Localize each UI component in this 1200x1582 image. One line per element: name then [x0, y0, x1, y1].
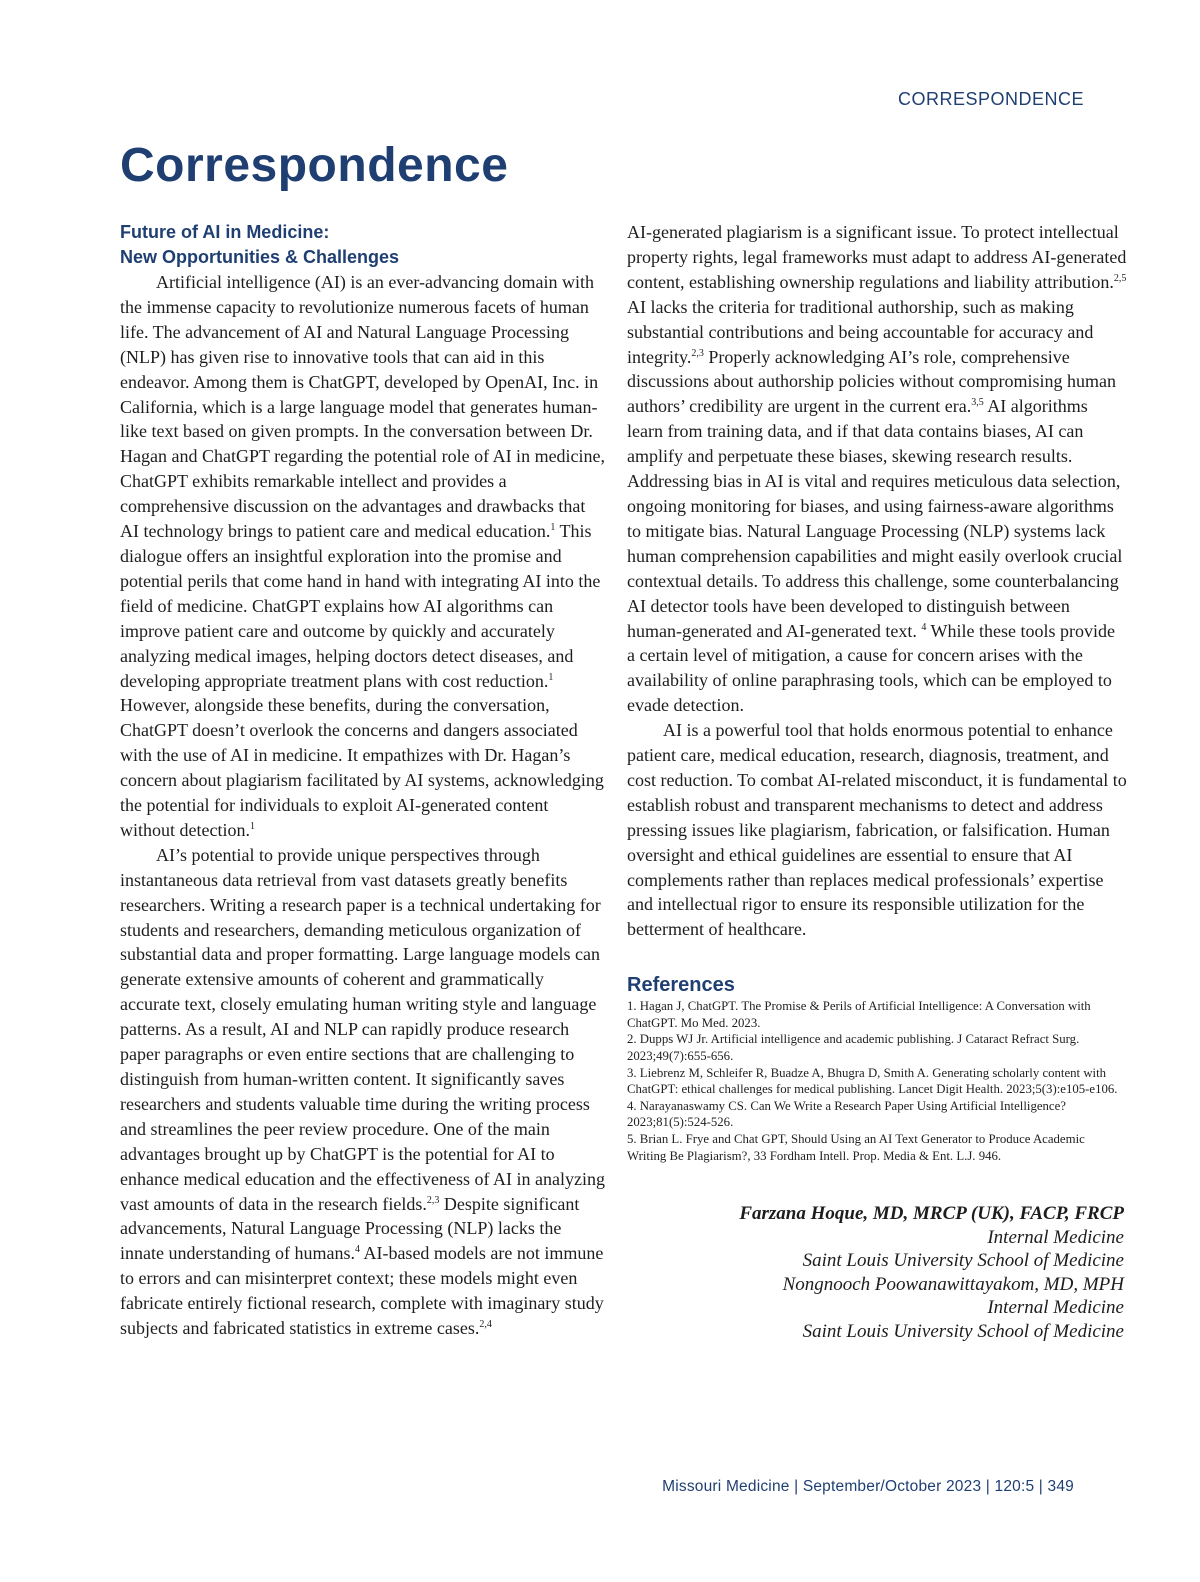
- article-title-line1: Future of AI in Medicine:: [120, 222, 330, 242]
- p2-text-a: AI’s potential to provide unique perspectives through instantaneous data retrieval from vast datasets greatly benefits researchers. Writing a research paper is a technical undertaking for students and researchers, demanding meticulous organization of substantial data and proper formatting. Large language models can generate extensive amounts of coherent and grammatically accurate text, closely emulating human writing style and language patterns. As a result, AI and NLP can rapidly produce research paper paragraphs or even entire sections that are challenging to distinguish from human-written content. It significantly saves researchers and students valuable time during the writing process and streamlines the peer review procedure. One of the main advantages brought up by ChatGPT is the potential for AI to enhance medical education and the effectiveness of AI in analyzing vast amounts of data in the research fields.: [120, 844, 605, 1214]
- p1-text-c: However, alongside these benefits, during the conversation, ChatGPT doesn’t overlook the concerns and dangers associated with the use of AI in medicine. It empathizes with Dr. Hagan’s concern about plagiarism facilitated by AI systems, acknowledging the potential for individuals to exploit AI-generated content without detection.: [120, 695, 604, 840]
- author-department-2: Internal Medicine: [987, 1297, 1124, 1319]
- section-tag: CORRESPONDENCE: [897, 89, 1084, 109]
- author-name-2: Nongnooch Poowanawittayakom, MD, MPH: [782, 1273, 1124, 1295]
- paragraph-3: [627, 220, 1127, 718]
- paragraph-2: [120, 843, 606, 1341]
- p3-text-d: AI algorithms learn from training data, and if that data contains biases, AI can amplify and perpetuate these biases, skewing research results. Addressing bias in AI is vital and requires meticulous data selection, ongoing monitoring for biases, and using fairness-aware algorithms to mitigate bias. Natural Language Processing (NLP) systems lack human comprehension capabilities and might easily overlook crucial contextual details. To address this challenge, some counterbalancing AI detector tools have been developed to distinguish between human-generated and AI-generated text.: [627, 396, 1123, 641]
- p3-text-c: Properly acknowledging AI’s role, comprehensive discussions about authorship policies without compromising human authors’ credibility are urgent in the current era.: [627, 346, 1116, 417]
- reference-item: 4. Narayanaswamy CS. Can We Write a Research Paper Using Artificial Intelligence? 2023;81(5):524-526.: [627, 1098, 1066, 1130]
- reference-item: 1. Hagan J, ChatGPT. The Promise & Perils of Artificial Intelligence: A Conversation with ChatGPT. Mo Med. 2023.: [627, 999, 1091, 1030]
- p1-text-b: This dialogue offers an insightful exploration into the promise and potential perils that come hand in hand with integrating AI into the field of medicine. ChatGPT explains how AI algorithms can improve patient care and outcome by quickly and accurately analyzing medical images, helping doctors detect diseases, and developing appropriate treatment plans with cost reduction.: [120, 521, 601, 691]
- author-name-1: Farzana Hoque, MD, MRCP (UK), FACP, FRCP: [739, 1203, 1124, 1225]
- citation-sup: 4: [921, 621, 927, 633]
- paragraph-4: AI is a powerful tool that holds enormous potential to enhance patient care, medical education, research, diagnosis, treatment, and cost reduction. To combat AI-related misconduct, it is fundamental to establish robust and transparent mechanisms to detect and address pressing issues like plagiarism, fabrication, or falsification. Human oversight and ethical guidelines are essential to ensure that AI complements rather than replaces medical professionals’ expertise and intellectual rigor to ensure its responsible utilization for the betterment of healthcare.: [627, 720, 1127, 940]
- author-department-1: Internal Medicine: [987, 1226, 1124, 1248]
- p3-text-e: While these tools provide a certain level of mitigation, a cause for concern arises with the availability of online paraphrasing tools, which can be employed to evade detection.: [627, 620, 1116, 716]
- article-title: [120, 220, 606, 270]
- citation-sup: 2,4: [479, 1319, 492, 1331]
- paragraph-1: [120, 270, 606, 843]
- left-column: [120, 220, 606, 1341]
- p2-text-b: Despite significant advancements, Natural Language Processing (NLP) lacks the innate understanding of humans.: [120, 1193, 580, 1264]
- article-title-line2: New Opportunities & Challenges: [120, 247, 400, 267]
- page-footer: Missouri Medicine | September/October 2023 | 120:5 | 349: [662, 1478, 1074, 1495]
- citation-sup: 1: [548, 671, 554, 683]
- citation-sup: 3,5: [971, 397, 984, 409]
- author-block: [627, 1202, 1127, 1343]
- p3-text-b: AI lacks the criteria for traditional authorship, such as making substantial contributions and being accountable for accuracy and integrity.: [627, 296, 1094, 367]
- citation-sup: 2,5: [1113, 272, 1127, 284]
- reference-item: 5. Brian L. Frye and Chat GPT, Should Using an AI Text Generator to Produce Academic Writing Be Plagiarism?, 33 Fordham Intell. Prop. Media & Ent. L.J. 946.: [627, 1132, 1085, 1163]
- references-section: [627, 974, 1127, 1164]
- reference-item: 3. Liebrenz M, Schleifer R, Buadze A, Bhugra D, Smith A. Generating scholarly content with ChatGPT: ethical challenges for medical publishing. Lancet Digit Health. 2023;5(3):e105-e106.: [627, 1065, 1118, 1097]
- citation-sup: 1: [550, 522, 556, 534]
- page-title: Correspondence: [120, 139, 509, 192]
- citation-sup: 4: [354, 1244, 360, 1256]
- p3-text-a: AI-generated plagiarism is a significant issue. To protect intellectual property rights, legal frameworks must adapt to address AI-generated content, establishing ownership regulations and liability attribution.: [627, 222, 1127, 292]
- citation-sup: 2,3: [426, 1194, 440, 1206]
- citation-sup: 2,3: [691, 347, 704, 359]
- p1-text-a: Artificial intelligence (AI) is an ever-advancing domain with the immense capacity to revolutionize numerous facets of human life. The advancement of AI and Natural Language Processing (NLP) has given rise to innovative tools that can aid in this endeavor. Among them is ChatGPT, developed by OpenAI, Inc. in California, which is a large language model that generates human-like text based on given prompts. In the conversation between Dr. Hagan and ChatGPT regarding the potential role of AI in medicine, ChatGPT exhibits remarkable intellect and provides a comprehensive discussion on the advantages and drawbacks that AI technology brings to patient care and medical education.: [120, 272, 606, 542]
- right-column: [627, 220, 1127, 1343]
- author-institution-2: Saint Louis University School of Medicine: [802, 1320, 1124, 1342]
- references-heading: References: [627, 974, 735, 997]
- citation-sup: 1: [249, 820, 255, 832]
- author-institution-1: Saint Louis University School of Medicine: [802, 1250, 1124, 1272]
- p2-text-c: AI-based models are not immune to errors and can misinterpret context; these models might even fabricate entirely fictional research, complete with imaginary study subjects and fabricated statistics in extreme cases.: [120, 1243, 604, 1339]
- reference-item: 2. Dupps WJ Jr. Artificial intelligence and academic publishing. J Cataract Refract Surg. 2023;49(7):655-656.: [627, 1032, 1080, 1064]
